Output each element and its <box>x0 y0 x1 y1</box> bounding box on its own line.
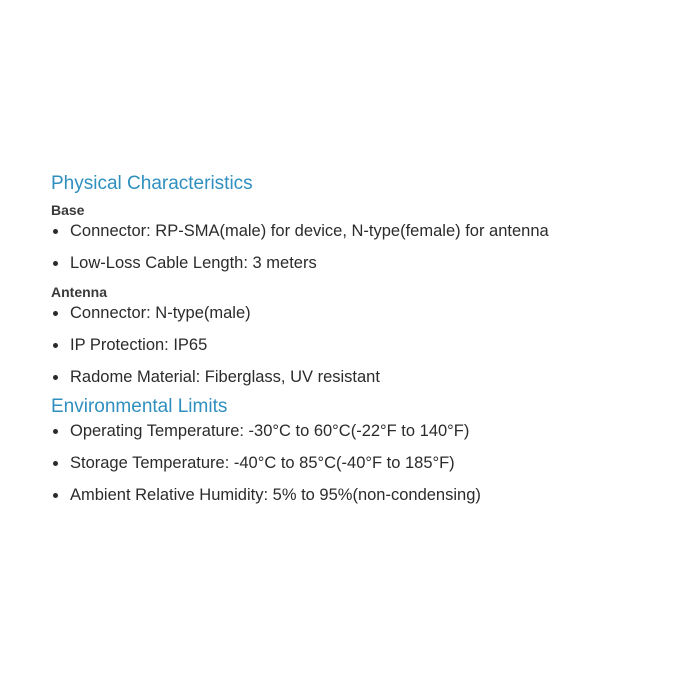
bullet-icon <box>53 311 58 316</box>
bullet-icon <box>53 375 58 380</box>
list-item-text: Low-Loss Cable Length: 3 meters <box>70 254 317 272</box>
section-title-environmental-limits: Environmental Limits <box>51 396 228 417</box>
list-item <box>51 421 671 441</box>
section-title-physical-characteristics: Physical Characteristics <box>51 173 253 194</box>
list-item-text: Ambient Relative Humidity: 5% to 95%(non-condensing) <box>70 486 481 504</box>
list-item <box>51 453 671 473</box>
bullet-icon <box>53 343 58 348</box>
antenna-list <box>51 303 671 387</box>
list-item <box>51 253 671 273</box>
bullet-icon <box>53 229 58 234</box>
list-item <box>51 221 671 241</box>
list-item-text: Connector: RP-SMA(male) for device, N-type(female) for antenna <box>70 222 549 240</box>
spec-content <box>51 172 671 505</box>
environmental-list <box>51 421 671 505</box>
list-item <box>51 485 671 505</box>
list-item <box>51 335 671 355</box>
list-item <box>51 367 671 387</box>
list-item <box>51 303 671 323</box>
list-item-text: Radome Material: Fiberglass, UV resistant <box>70 368 380 386</box>
list-item-text: IP Protection: IP65 <box>70 336 208 354</box>
bullet-icon <box>53 261 58 266</box>
bullet-icon <box>53 429 58 434</box>
list-item-text: Storage Temperature: -40°C to 85°C(-40°F to 185°F) <box>70 454 455 472</box>
subheading-base: Base <box>51 202 85 218</box>
bullet-icon <box>53 461 58 466</box>
list-item-text: Operating Temperature: -30°C to 60°C(-22°F to 140°F) <box>70 422 470 440</box>
list-item-text: Connector: N-type(male) <box>70 304 251 322</box>
base-list <box>51 221 671 273</box>
subheading-antenna: Antenna <box>51 284 107 300</box>
bullet-icon <box>53 493 58 498</box>
